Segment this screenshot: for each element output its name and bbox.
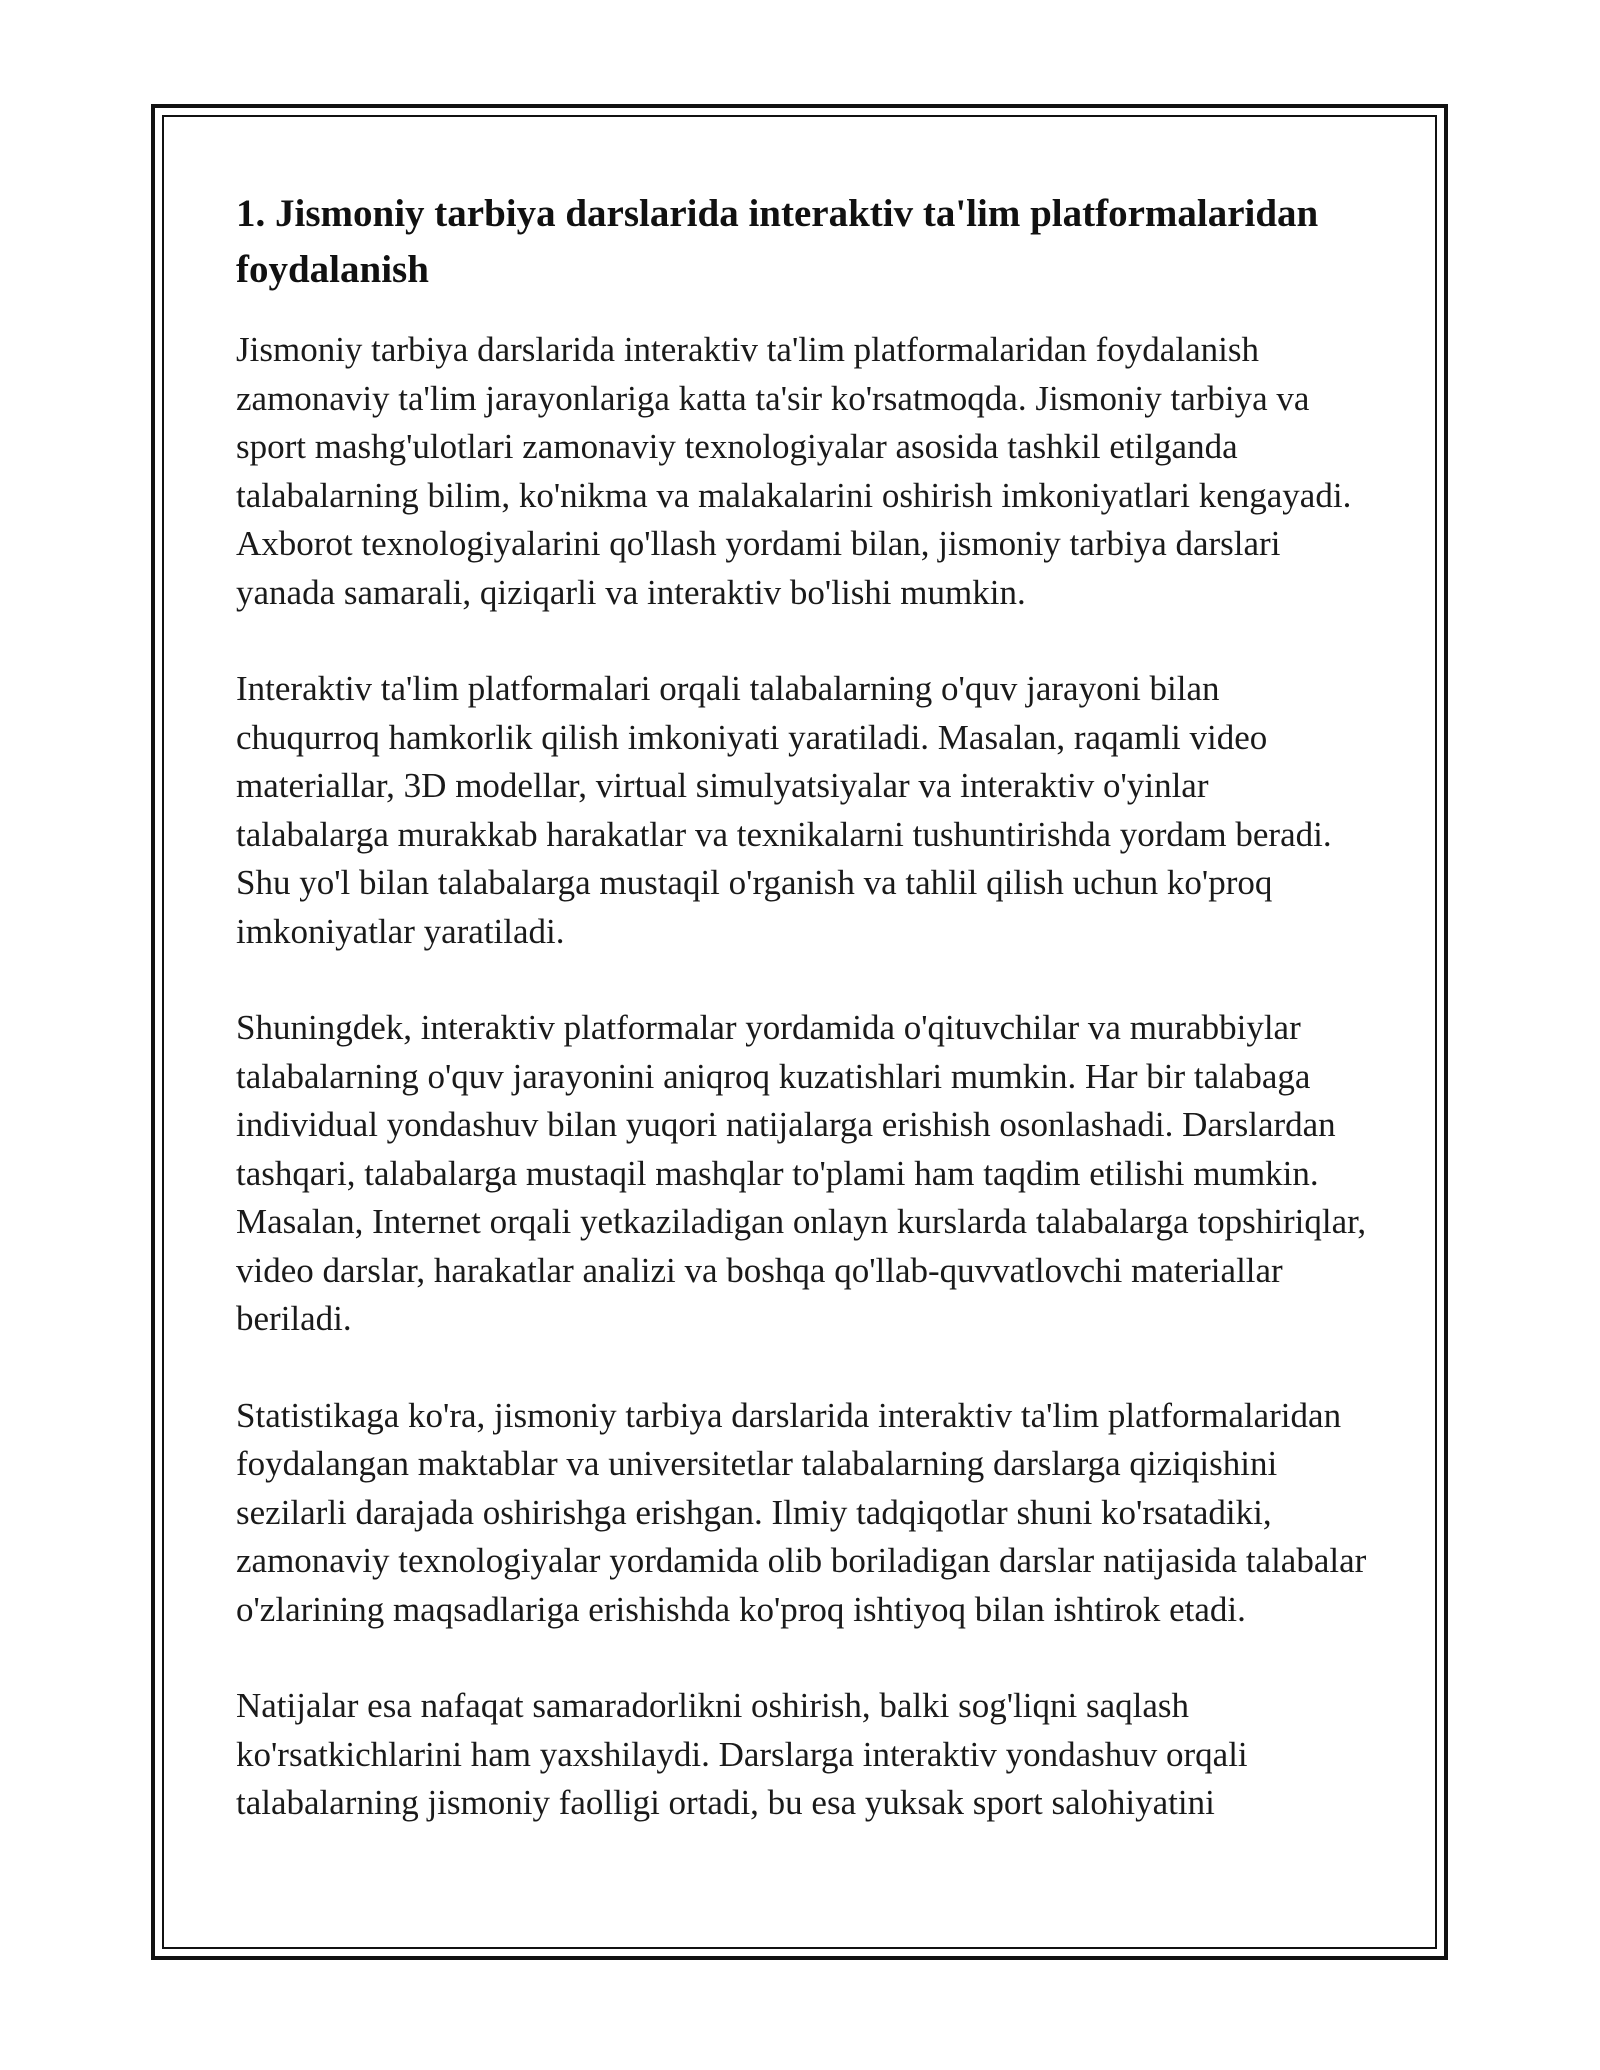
paragraph-3: Shuningdek, interaktiv platformalar yordamida o'qituvchilar va murabbiylar talabalarning o'quv jarayonini aniqroq kuzatishlari mumkin. Har bir talabaga individual yondashuv bilan yuqori natijalarga erishish osonlashadi. Darslardan tashqari, talabalarga mustaqil mashqlar to'plami ham taqdim etilishi mumkin. Masalan, Internet orqali yetkaziladigan onlayn kurslarda talabalarga topshiriqlar, video darslar, harakatlar analizi va boshqa qo'llab-quvvatlovchi materiallar beriladi.	[236, 1008, 1367, 1338]
paragraph-1: Jismoniy tarbiya darslarida interaktiv ta'lim platformalaridan foydalanish zamonaviy ta'lim jarayonlariga katta ta'sir ko'rsatmoqda. Jismoniy tarbiya va sport mashg'ulotlari zamonaviy texnologiyalar asosida tashkil etilganda talabalarning bilim, ko'nikma va malakalarini oshirish imkoniyatlari kengayadi. Axborot texnologiyalarini qo'llash yordami bilan, jismoniy tarbiya darslari yanada samarali, qiziqarli va interaktiv bo'lishi mumkin.	[236, 330, 1352, 612]
section-title: 1. Jismoniy tarbiya darslarida interaktiv ta'lim platformalaridan foydalanish	[236, 192, 1319, 291]
paragraph-2: Interaktiv ta'lim platformalari orqali talabalarning o'quv jarayoni bilan chuqurroq hamkorlik qilish imkoniyati yaratiladi. Masalan, raqamli video materiallar, 3D modellar, virtual simulyatsiyalar va interaktiv o'yinlar talabalarga murakkab harakatlar va texnikalarni tushuntirishda yordam beradi. Shu yo'l bilan talabalarga mustaqil o'rganish va tahlil qilish uchun ko'proq imkoniyatlar yaratiladi.	[236, 669, 1332, 951]
document-content	[236, 186, 1368, 1876]
paragraph-4: Statistikaga ko'ra, jismoniy tarbiya darslarida interaktiv ta'lim platformalaridan foydalangan maktablar va universitetlar talabalarning darslarga qiziqishini sezilarli darajada oshirishga erishgan. Ilmiy tadqiqotlar shuni ko'rsatadiki, zamonaviy texnologiyalar yordamida olib boriladigan darslar natijasida talabalar o'zlarining maqsadlariga erishishda ko'proq ishtiyoq bilan ishtirok etadi.	[236, 1395, 1367, 1629]
paragraph-5: Natijalar esa nafaqat samaradorlikni oshirish, balki sog'liqni saqlash ko'rsatkichlarini ham yaxshilaydi. Darslarga interaktiv yondashuv orqali talabalarning jismoniy faolligi ortadi, bu esa yuksak sport salohiyatini	[236, 1686, 1248, 1822]
